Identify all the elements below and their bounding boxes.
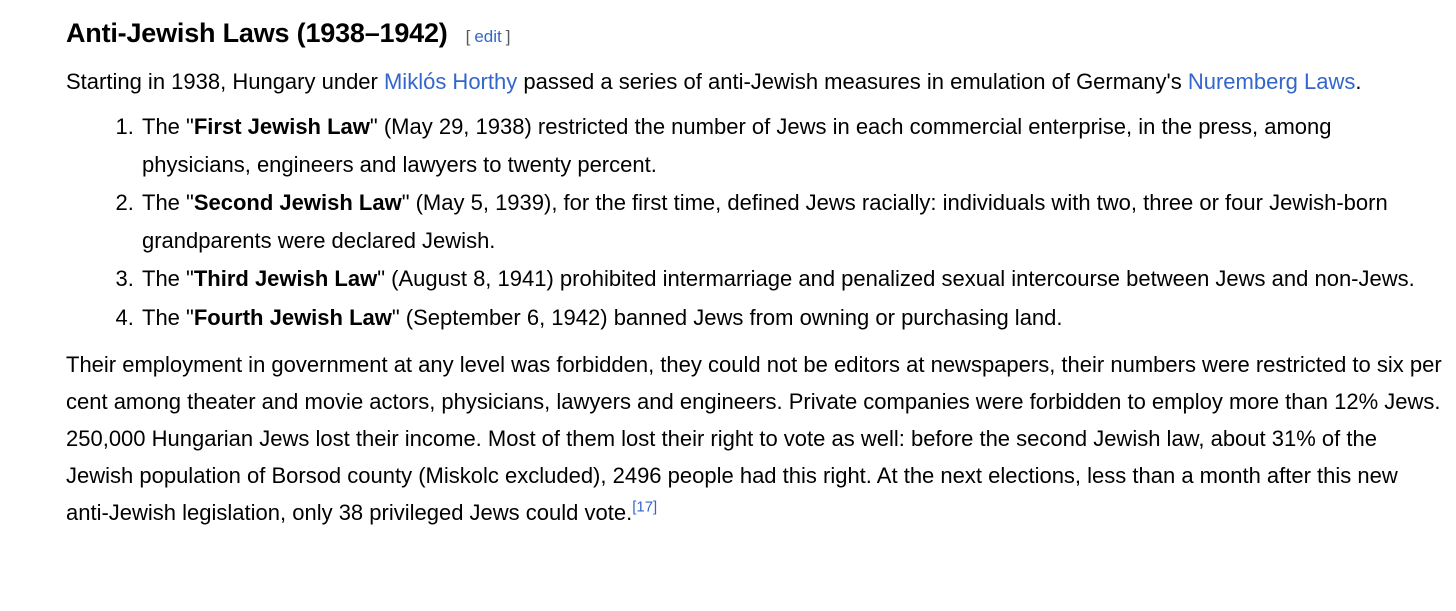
closing-text: Their employment in government at any level was forbidden, they could not be editors at newspapers, their numbers were restricted to six per cent among theater and movie actors, physicians, lawyers and engineers. Private companies were forbidden to employ more than 12% Jews. 250,000 Hungarian Jews lost their income. Most of them lost their right to vote as well: before the second Jewish law, about 31% of the Jewish population of Borsod county (Miskolc excluded), 2496 people had this right. At the next elections, less than a month after this new anti-Jewish legislation, only 38 privileged Jews could vote.: [66, 352, 1442, 525]
list-item-third-law: [140, 260, 1446, 298]
law-description: " (August 8, 1941) prohibited intermarriage and penalized sexual intercourse between Jews and non-Jews.: [377, 266, 1415, 291]
reference-superscript: [632, 499, 657, 516]
laws-list: [66, 108, 1446, 336]
law-description: " (May 5, 1939), for the first time, defined Jews racially: individuals with two, three or four Jewish-born grandparents were declared Jewish.: [142, 190, 1388, 253]
list-item-second-law: [140, 184, 1446, 259]
law-prefix: The ": [142, 266, 194, 291]
intro-text-3: .: [1355, 69, 1362, 94]
intro-paragraph: [66, 63, 1446, 100]
edit-section-link[interactable]: edit: [474, 27, 502, 46]
law-name: Fourth Jewish Law: [193, 304, 392, 330]
edit-bracket-open: [: [465, 27, 471, 46]
law-prefix: The ": [142, 304, 194, 330]
reference-link-17[interactable]: [17]: [632, 498, 658, 516]
law-name: Second Jewish Law: [193, 190, 402, 215]
law-description: " (May 29, 1938) restricted the number of Jews in each commercial enterprise, in the press, among physicians, engineers and lawyers to twenty percent.: [142, 114, 1332, 177]
edit-bracket-close: ]: [505, 27, 511, 46]
list-item-first-law: [140, 108, 1446, 183]
link-miklos-horthy[interactable]: Miklós Horthy: [383, 69, 518, 94]
closing-paragraph: [66, 346, 1446, 531]
law-prefix: The ": [142, 190, 194, 215]
law-description: " (September 6, 1942) banned Jews from owning or purchasing land.: [391, 304, 1063, 330]
link-nuremberg-laws[interactable]: Nuremberg Laws: [1187, 69, 1356, 94]
law-name: First Jewish Law: [193, 114, 370, 139]
section-title: Anti-Jewish Laws (1938–1942): [66, 18, 448, 48]
intro-text-1: Starting in 1938, Hungary under: [66, 69, 384, 94]
law-name: Third Jewish Law: [193, 266, 378, 291]
intro-text-2: passed a series of anti-Jewish measures in emulation of Germany's: [517, 69, 1188, 94]
edit-section-link-wrapper: [466, 27, 511, 47]
law-prefix: The ": [142, 114, 194, 139]
section-heading: [66, 18, 1446, 49]
list-item-fourth-law: [140, 299, 1446, 337]
article-section: [66, 18, 1446, 531]
